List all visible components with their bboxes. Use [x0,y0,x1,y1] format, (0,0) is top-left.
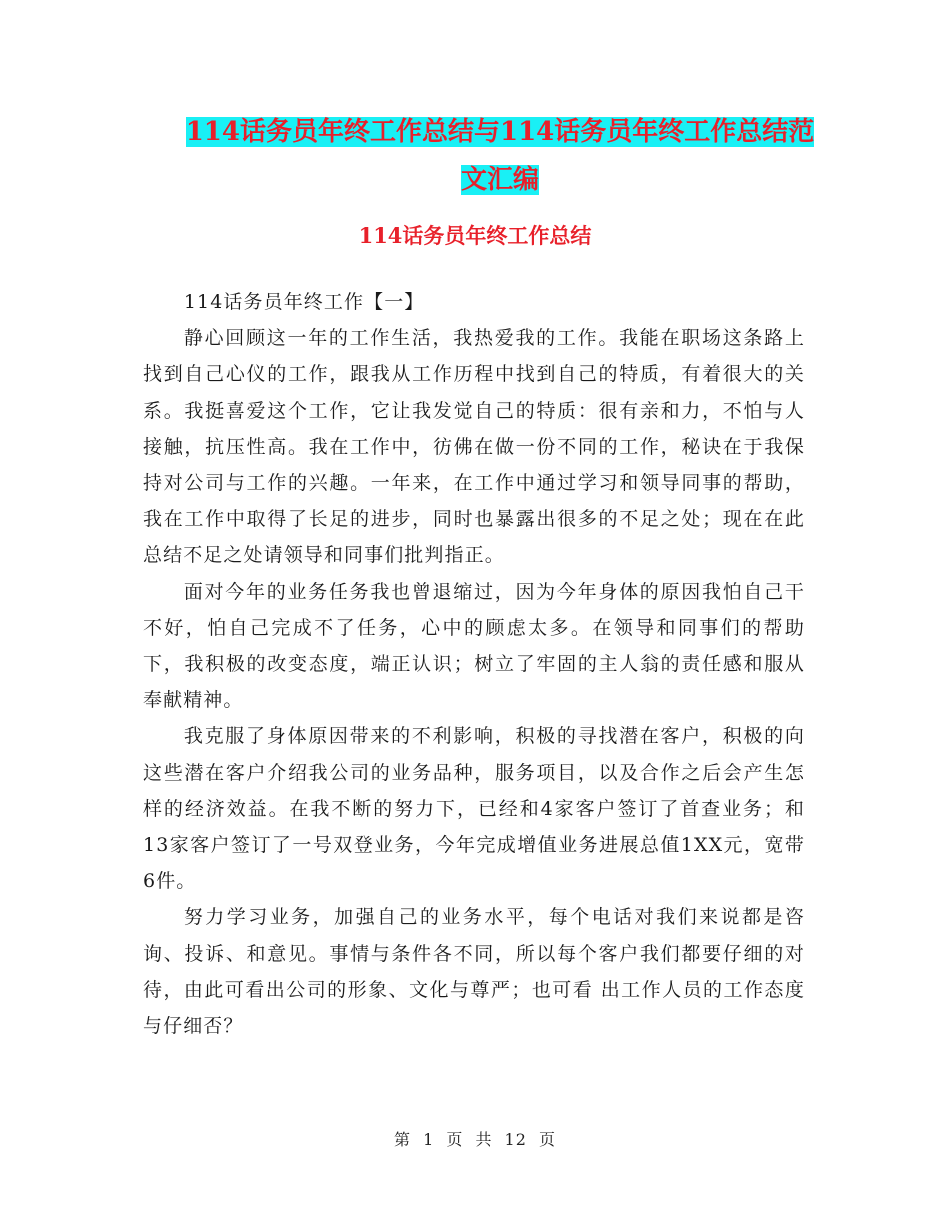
subheading: 114话务员年终工作【一】 [183,291,425,313]
paragraph: 努力学习业务，加强自己的业务水平，每个电话对我们来说都是咨询、投诉、和意见。事情与条件各不同，所以每个客户我们都要仔细的对待，由此可看出公司的形象、文化与尊严；也可看 出工作人员的工作态度与仔细否？ [143,906,805,1038]
paragraph: 面对今年的业务任务我也曾退缩过，因为今年身体的原因我怕自己干不好，怕自己完成不了任务，心中的顾虑太多。在领导和同事们的帮助下，我积极的改变态度，端正认识；树立了牢固的主人翁的责任感和服从奉献精神。 [143,580,805,712]
section-heading: 114话务员年终工作总结 [358,223,592,248]
paragraph: 静心回顾这一年的工作生活，我热爱我的工作。我能在职场这条路上找到自己心仪的工作，跟我从工作历程中找到自己的特质，有着很大的关系。我挺喜爱这个工作，它让我发觉自己的特质：很有亲和力，不怕与人接触，抗压性高。我在工作中，彷佛在做一份不同的工作，秘诀在于我保持对公司与工作的兴趣。一年来，在工作中通过学习和领导同事的帮助，我在工作中取得了长足的进步，同时也暴露出很多的不足之处；现在在此总结不足之处请领导和同事们批判指正。 [143,327,805,567]
page-number-footer: 第 1 页 共 12 页 [394,1130,556,1149]
document-title [150,108,850,204]
document-body [143,284,805,1044]
paragraph: 我克服了身体原因带来的不利影响，积极的寻找潜在客户，积极的向这些潜在客户介绍我公司的业务品种，服务项目，以及合作之后会产生怎样的经济效益。在我不断的努力下，已经和4家客户签订了首查业务；和13家客户签订了一号双登业务，今年完成增值业务进展总值1XX元，宽带6件。 [143,725,805,893]
title-line-2: 文汇编 [460,165,539,195]
title-line-1: 114话务员年终工作总结与114话务员年终工作总结范 [185,117,815,147]
